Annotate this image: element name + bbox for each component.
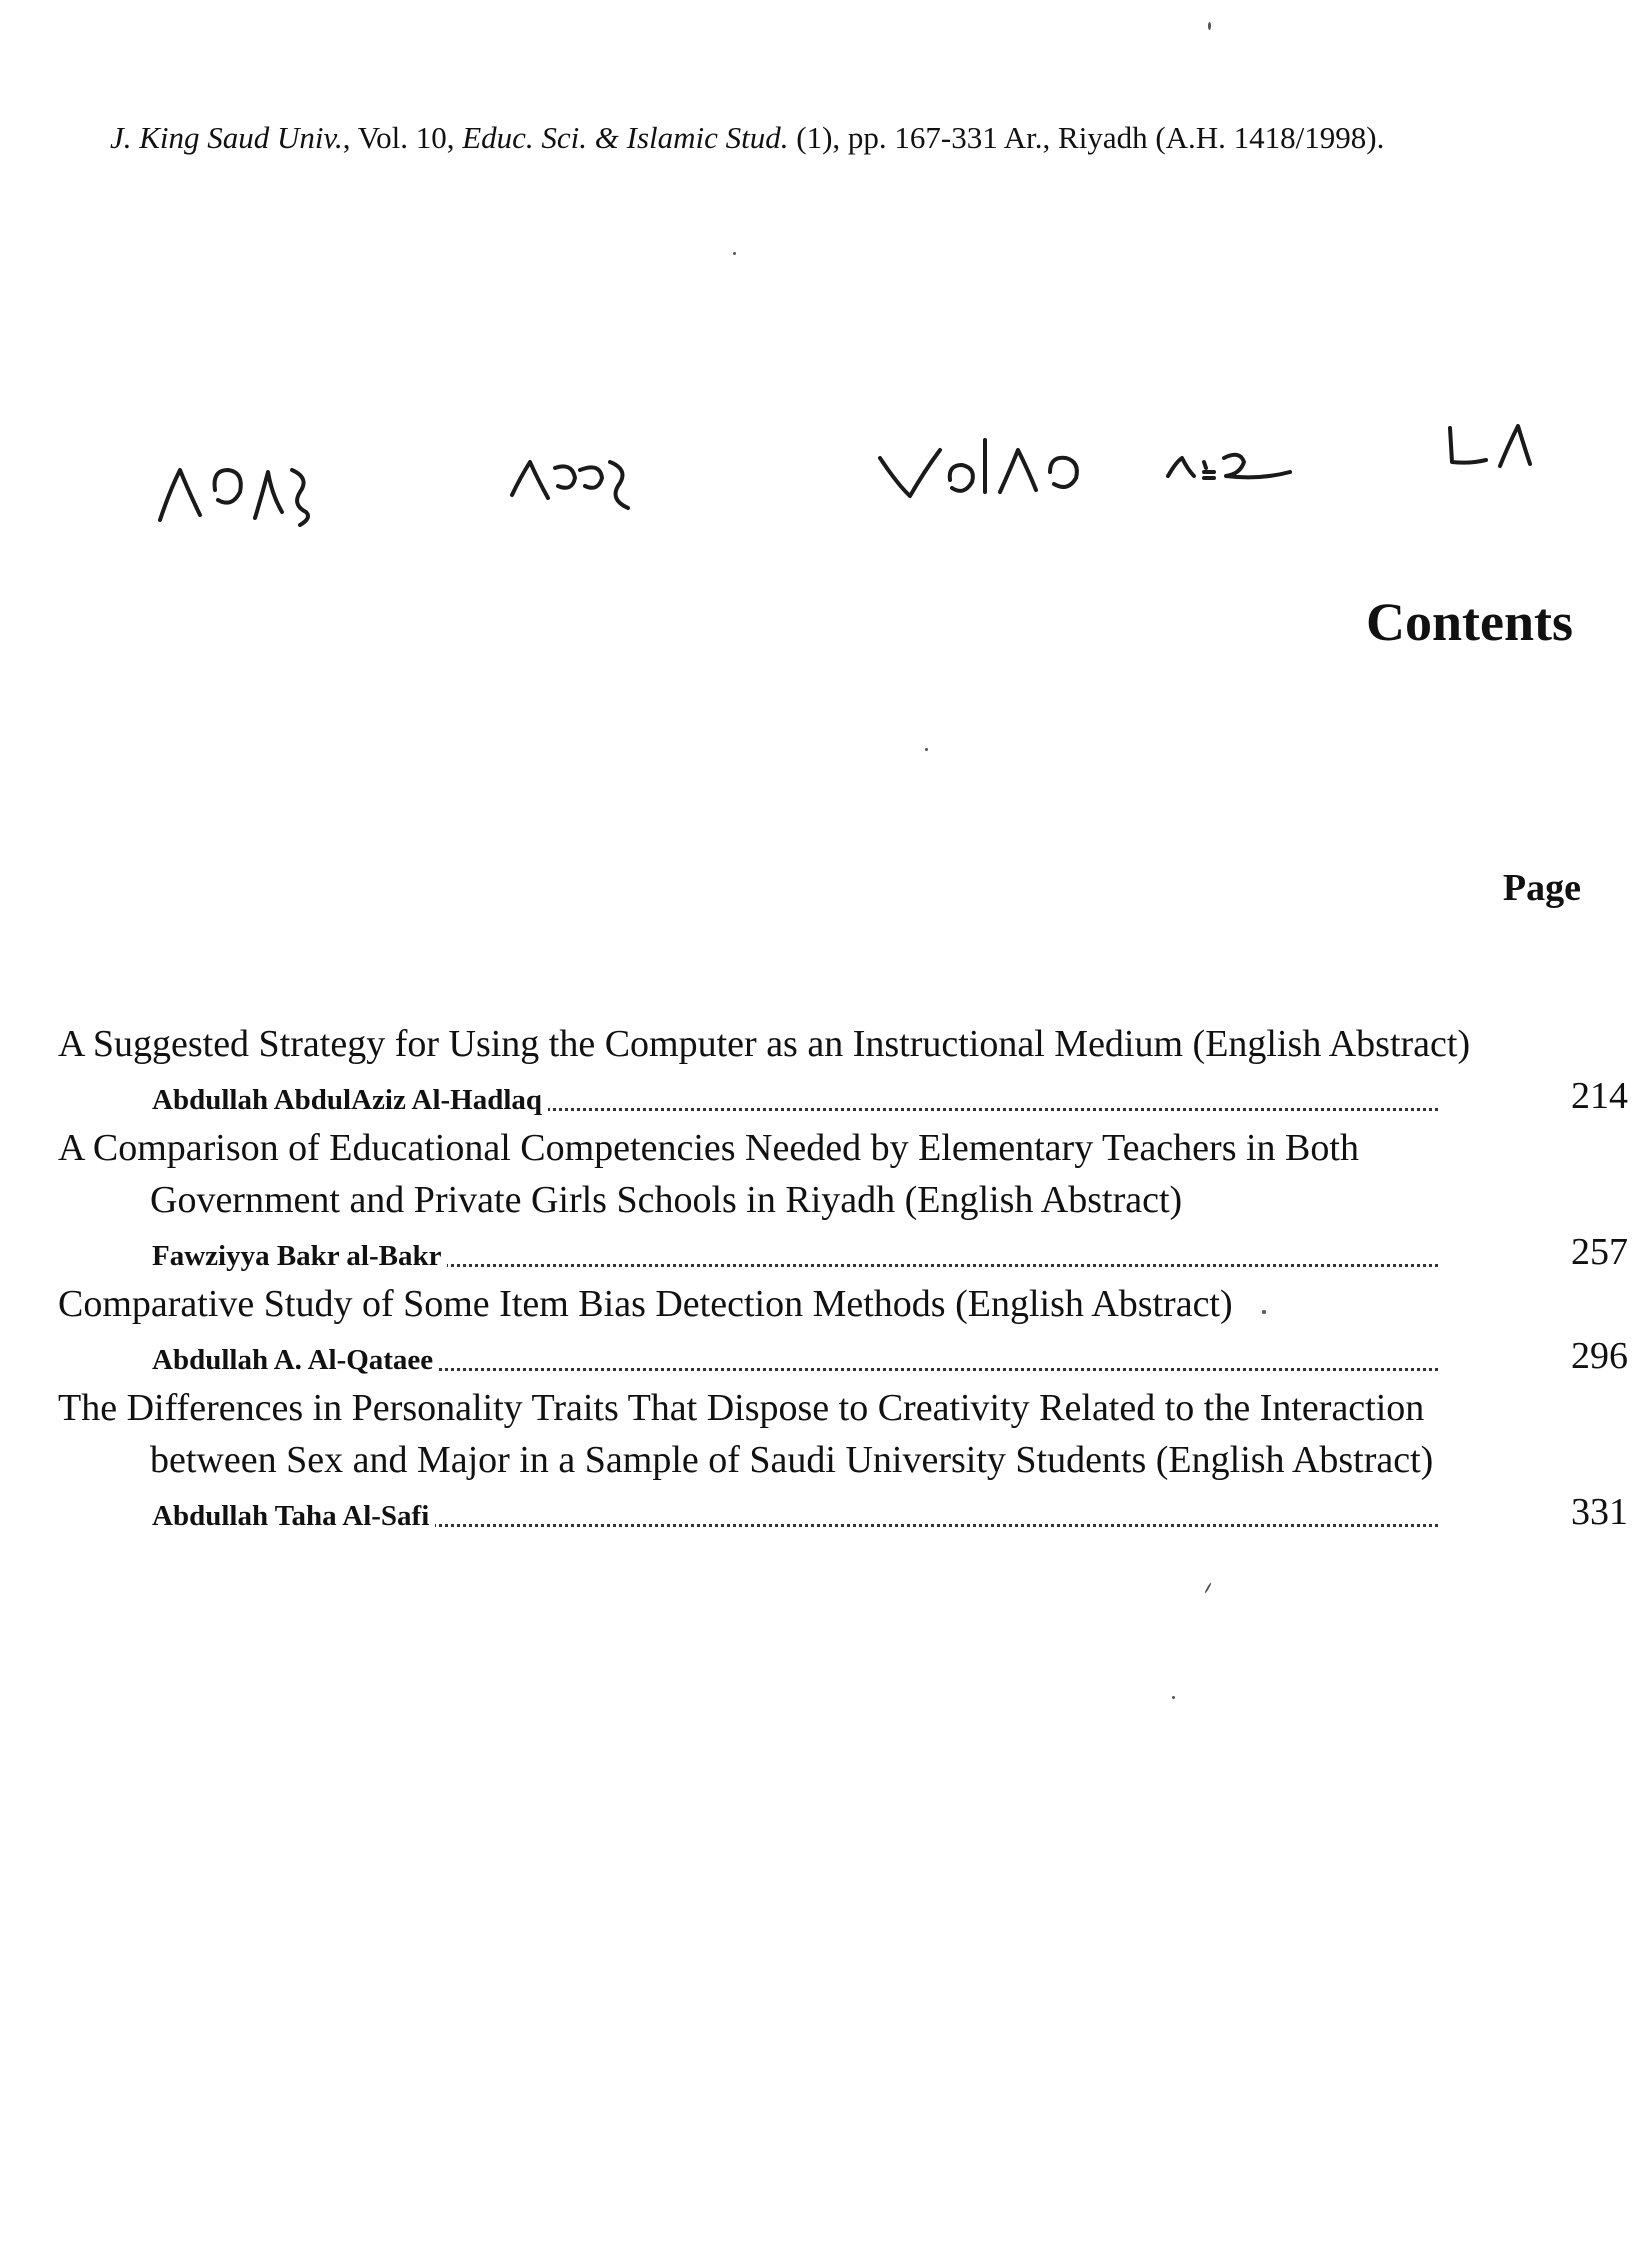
handwriting-strokes	[0, 0, 1649, 600]
handwritten-annotations	[0, 0, 1649, 600]
toc-entry-author: Abdullah A. Al-Qataee	[152, 1342, 439, 1378]
toc-author-line	[152, 1486, 1649, 1538]
citation-rest: (1), pp. 167-331 Ar., Riyadh (A.H. 1418/1998).	[788, 120, 1385, 155]
toc-entry-title: The Differences in Personality Traits That Dispose to Creativity Related to the Interaction between Sex and Major in a Sample of Saudi University Students (English Abstract)	[58, 1387, 1434, 1481]
toc-entry-page-number: 331	[1571, 1491, 1628, 1533]
toc-author-line	[152, 1226, 1649, 1278]
toc-entry-author: Fawziyya Bakr al-Bakr	[152, 1238, 447, 1274]
scan-speck	[1204, 1582, 1212, 1593]
handwritten-note-2	[512, 462, 628, 508]
toc-entry-title: A Suggested Strategy for Using the Computer as an Instructional Medium (English Abstract)	[58, 1023, 1471, 1065]
scan-speck	[925, 748, 928, 751]
toc-entry	[58, 1382, 1628, 1538]
section-name: Educ. Sci. & Islamic Stud.	[462, 120, 789, 155]
handwritten-note-5	[1450, 426, 1530, 466]
toc-entry-page-number: 296	[1571, 1335, 1628, 1377]
contents-heading: Contents	[1365, 592, 1573, 652]
scan-speck	[1208, 22, 1211, 30]
toc-author-line	[152, 1070, 1649, 1122]
handwritten-note-1	[160, 470, 308, 525]
running-head-citation	[110, 118, 1550, 158]
toc-entry	[58, 1122, 1628, 1278]
toc-entry-page-number: 214	[1571, 1075, 1628, 1117]
volume-text: , Vol. 10,	[342, 120, 463, 155]
scan-speck	[733, 252, 736, 255]
toc-entry	[58, 1278, 1628, 1382]
toc-entry-title: A Comparison of Educational Competencies Needed by Elementary Teachers in Both Government and Private Girls Schools in Riyadh (English Abstract)	[58, 1127, 1359, 1221]
toc-entry-page-number: 257	[1571, 1231, 1628, 1273]
scan-speck	[1172, 1696, 1175, 1699]
toc-author-line	[152, 1330, 1649, 1382]
table-of-contents	[58, 1018, 1628, 1538]
scan-speck	[1262, 1310, 1266, 1314]
page-column-heading: Page	[1502, 867, 1581, 909]
toc-entry	[58, 1018, 1628, 1122]
handwritten-note-4	[1168, 455, 1290, 478]
toc-entry-author: Abdullah Taha Al-Safi	[152, 1498, 435, 1534]
toc-entry-title: Comparative Study of Some Item Bias Detection Methods (English Abstract)	[58, 1283, 1233, 1325]
handwritten-note-3	[880, 440, 1077, 496]
journal-name: J. King Saud Univ.	[110, 120, 343, 155]
toc-entry-author: Abdullah AbdulAziz Al-Hadlaq	[152, 1082, 548, 1118]
